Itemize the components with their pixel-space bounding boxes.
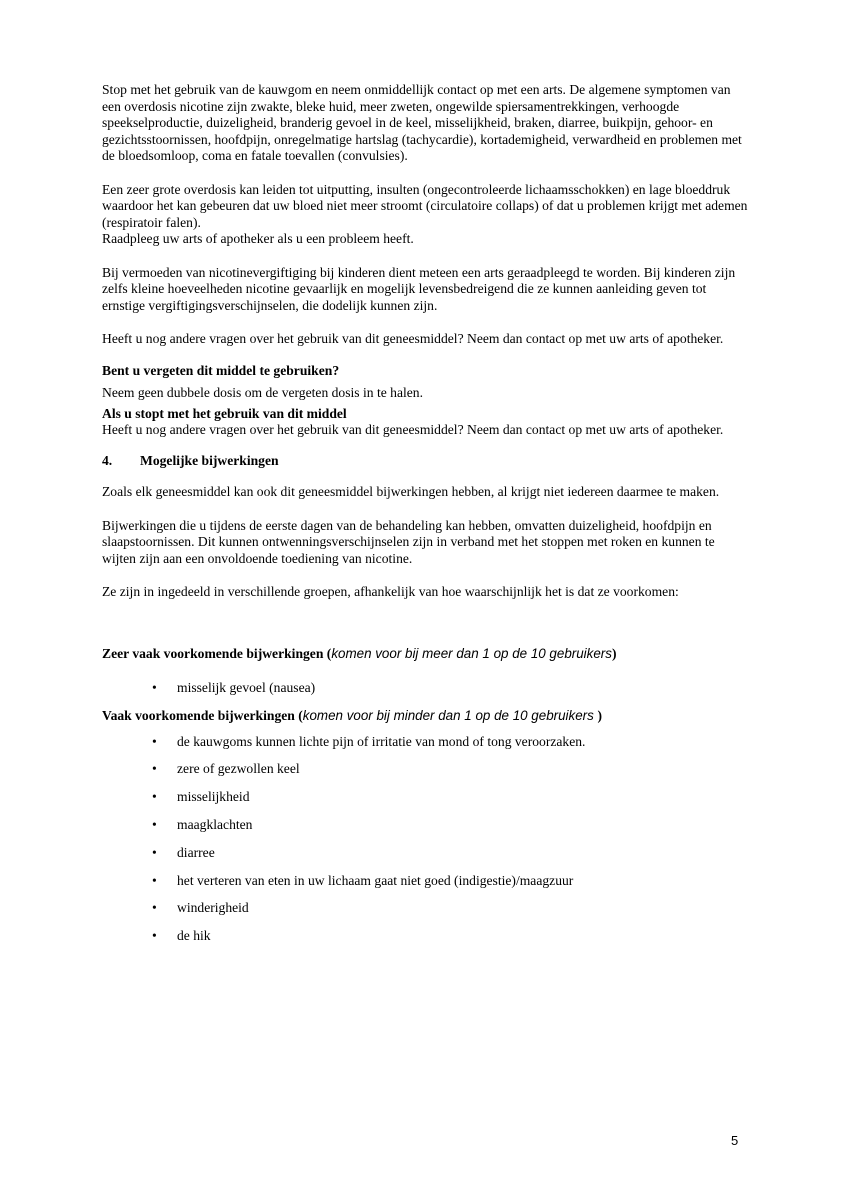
page-number: 5 <box>731 1133 739 1148</box>
document-page <box>102 82 752 956</box>
forgot-heading: Bent u vergeten dit middel te gebruiken? <box>102 362 340 378</box>
very-common-heading <box>102 646 752 663</box>
more-questions-paragraph: Heeft u nog andere vragen over het gebruik van dit geneesmiddel? Neem dan contact op met uw arts of apotheker. <box>102 330 724 346</box>
bullet-icon: • <box>152 761 157 777</box>
bullet-icon: • <box>152 733 157 749</box>
list-item <box>102 761 752 778</box>
large-overdose-paragraph: Een zeer grote overdosis kan leiden tot uitputting, insulten (ongecontroleerde lichaamsschokken) en lage bloeddruk waardoor het kan gebeuren dat uw bloed niet meer stroomt (circulatoire collaps) of dat u problemen krijgt met ademen (respiratoir falen). <box>102 181 748 230</box>
list-item-text: misselijk gevoel (nausea) <box>177 680 316 696</box>
list-item <box>102 734 752 751</box>
list-item-text: de kauwgoms kunnen lichte pijn of irritatie van mond of tong veroorzaken. <box>177 733 586 749</box>
list-item-text: zere of gezwollen keel <box>177 761 300 777</box>
common-qualifier: komen voor bij minder dan 1 op de 10 gebruikers <box>302 708 598 723</box>
forgot-text: Neem geen dubbele dosis om de vergeten dosis in te halen. <box>102 385 424 401</box>
very-common-close: ) <box>611 645 617 661</box>
list-item-text: winderigheid <box>177 900 249 916</box>
bullet-icon: • <box>152 928 157 944</box>
very-common-qualifier: komen voor bij meer dan 1 op de 10 gebruikers <box>331 645 612 661</box>
groups-paragraph: Ze zijn in ingedeeld in verschillende groepen, afhankelijk van hoe waarschijnlijk het is dat ze voorkomen: <box>102 584 679 600</box>
list-item <box>102 680 752 697</box>
list-item <box>102 845 752 862</box>
list-item-text: het verteren van eten in uw lichaam gaat niet goed (indigestie)/maagzuur <box>177 872 574 888</box>
list-item-text: diarree <box>177 844 215 860</box>
very-common-heading-label: Zeer vaak voorkomende bijwerkingen ( <box>102 645 332 661</box>
list-item <box>102 928 752 945</box>
list-item <box>102 900 752 917</box>
list-item <box>102 789 752 806</box>
list-item-text: de hik <box>177 928 211 944</box>
stop-heading: Als u stopt met het gebruik van dit middel <box>102 405 347 421</box>
common-close: ) <box>597 708 603 723</box>
section-title: Mogelijke bijwerkingen <box>140 452 279 468</box>
side-effects-intro: Zoals elk geneesmiddel kan ook dit geneesmiddel bijwerkingen hebben, al krijgt niet iedereen daarmee te maken. <box>102 484 720 500</box>
bullet-icon: • <box>152 872 157 888</box>
very-common-list <box>102 680 752 697</box>
list-item <box>102 873 752 890</box>
section-4-heading <box>102 453 752 470</box>
bullet-icon: • <box>152 680 157 696</box>
common-heading <box>102 708 752 725</box>
list-item-text: maagklachten <box>177 816 253 832</box>
children-poisoning-paragraph: Bij vermoeden van nicotinevergiftiging bij kinderen dient meteen een arts geraadpleegd te worden. Bij kinderen zijn zelfs kleine hoeveelheden nicotine gevaarlijk en mogelijk levensbedreigend die ze kunnen aanleiding geven tot ernstige vergiftigingsverschijnselen, die dodelijk kunnen zijn. <box>102 264 736 313</box>
bullet-icon: • <box>152 900 157 916</box>
consult-doctor-line: Raadpleeg uw arts of apotheker als u een probleem heeft. <box>102 231 414 247</box>
overdose-symptoms-paragraph: Stop met het gebruik van de kauwgom en neem onmiddellijk contact op met een arts. De algemene symptomen van een overdosis nicotine zijn zwakte, bleke huid, meer zweten, ongewilde spiersamentrekkingen, verhoogde speekselproductie, duizeligheid, branderig gevoel in de keel, misselijkheid, braken, diarree, buikpijn, gehoor- en gezichtsstoornissen, hoofdpijn, onregelmatige hartslag (tachycardie), kortademigheid, verwardheid en problemen met de bloedsomloop, coma en fatale toevallen (convulsies). <box>102 82 742 164</box>
list-item-text: misselijkheid <box>177 789 250 805</box>
stop-text: Heeft u nog andere vragen over het gebruik van dit geneesmiddel? Neem dan contact op met uw arts of apotheker. <box>102 422 724 438</box>
bullet-icon: • <box>152 844 157 860</box>
common-list <box>102 734 752 945</box>
bullet-icon: • <box>152 789 157 805</box>
bullet-icon: • <box>152 816 157 832</box>
common-heading-label: Vaak voorkomende bijwerkingen ( <box>102 708 303 723</box>
first-days-paragraph: Bijwerkingen die u tijdens de eerste dagen van de behandeling kan hebben, omvatten duizeligheid, hoofdpijn en slaapstoornissen. Dit kunnen ontwenningsverschijnselen zijn in verband met het stoppen met roken en kunnen te wijten zijn aan een onvoldoende toediening van nicotine. <box>102 517 715 566</box>
list-item <box>102 817 752 834</box>
section-number: 4. <box>102 452 113 468</box>
